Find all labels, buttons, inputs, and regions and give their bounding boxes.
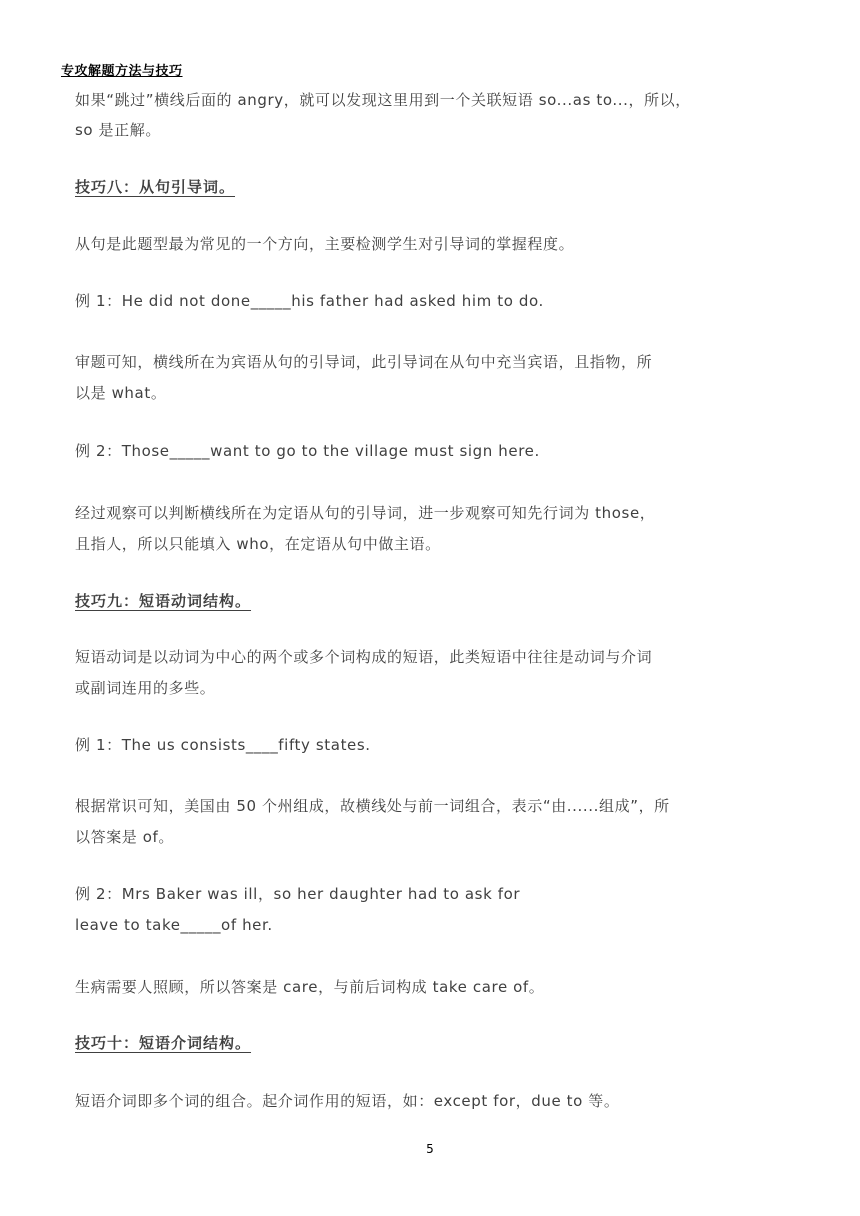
tip9-example-2-line-2: leave to take_____of her. xyxy=(75,916,273,934)
tip9-description-line-1: 短语动词是以动词为中心的两个或多个词构成的短语，此类短语中往往是动词与介词 xyxy=(75,648,653,666)
document-header: 专攻解题方法与技巧 xyxy=(61,64,183,79)
tip8-example-2-explanation-line-2: 且指人，所以只能填入 who，在定语从句中做主语。 xyxy=(75,535,441,553)
tip9-example-1-explanation-line-1: 根据常识可知，美国由 50 个州组成，故横线处与前一词组合，表示“由......组成”，所 xyxy=(75,797,670,815)
tip9-example-2-explanation: 生病需要人照顾，所以答案是 care，与前后词构成 take care of。 xyxy=(75,978,545,996)
tip9-example-2-line-1: 例 2：Mrs Baker was ill，so her daughter had to ask for xyxy=(75,885,521,903)
tip9-description-line-2: 或副词连用的多些。 xyxy=(75,679,216,697)
page-number: 5 xyxy=(426,1142,434,1156)
tip8-example-2-explanation-line-1: 经过观察可以判断横线所在为定语从句的引导词，进一步观察可知先行词为 those， xyxy=(75,504,656,522)
tip8-description: 从句是此题型最为常见的一个方向，主要检测学生对引导词的掌握程度。 xyxy=(75,235,575,253)
tip10-description: 短语介词即多个词的组合。起介词作用的短语，如：except for，due to 等。 xyxy=(75,1092,620,1110)
tip8-example-1-explanation-line-1: 审题可知，横线所在为宾语从句的引导词，此引导词在从句中充当宾语，且指物，所 xyxy=(75,353,653,371)
intro-line-1: 如果“跳过”横线后面的 angry，就可以发现这里用到一个关联短语 so...as to...，所以， xyxy=(75,91,691,109)
intro-line-2: so 是正解。 xyxy=(75,121,161,139)
tip8-heading: 技巧八：从句引导词。 xyxy=(75,178,236,196)
tip8-example-1-explanation-line-2: 以是 what。 xyxy=(75,384,167,402)
tip8-example-2: 例 2：Those_____want to go to the village must sign here. xyxy=(75,442,540,460)
tip9-heading: 技巧九：短语动词结构。 xyxy=(75,592,252,610)
tip9-example-1-explanation-line-2: 以答案是 of。 xyxy=(75,828,175,846)
tip9-example-1: 例 1：The us consists____fifty states. xyxy=(75,736,371,754)
tip10-heading: 技巧十：短语介词结构。 xyxy=(75,1034,252,1052)
tip8-example-1: 例 1：He did not done_____his father had asked him to do. xyxy=(75,292,544,310)
